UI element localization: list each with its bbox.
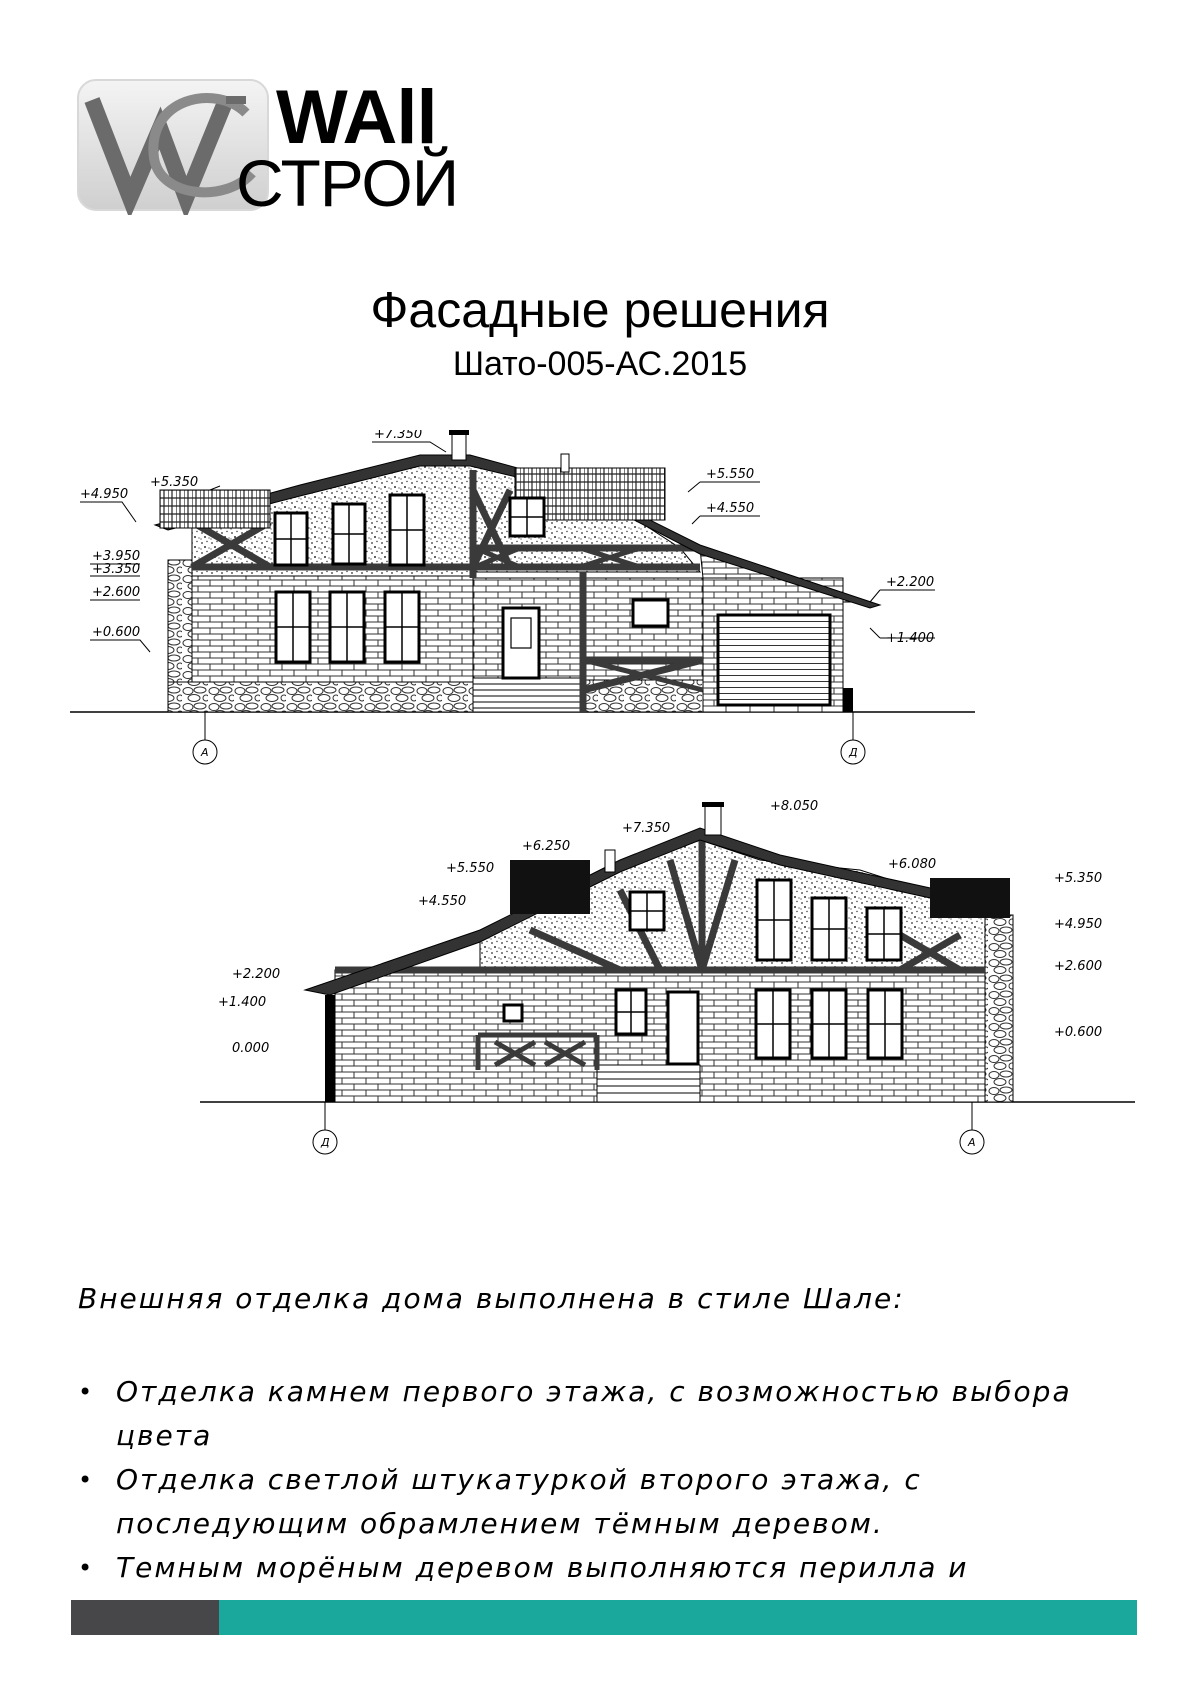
facade-1-elevation-mark: +0.600 — [92, 625, 141, 640]
facade-1-elevation-mark: +5.550 — [706, 467, 755, 482]
facade-2-elevation-mark: +4.550 — [418, 894, 467, 909]
facade-2-elevation-mark: +5.350 — [1054, 871, 1103, 886]
facade-2 — [200, 802, 1135, 1154]
facade-1-elevation-mark: +1.400 — [886, 631, 935, 646]
feature-item: • Отделка камнем первого этажа, с возможностью выбора цвета — [78, 1370, 1138, 1458]
facade-2-elevation-mark: +7.350 — [622, 821, 671, 836]
axis-label: Д — [321, 1136, 330, 1149]
project-code: Шато-005-АС.2015 — [452, 345, 748, 383]
facade-1-elevation-mark: +3.350 — [92, 562, 141, 577]
facade-2-elevation-mark: +1.400 — [218, 995, 267, 1010]
logo-text-wall: WAll — [276, 75, 437, 160]
facade-1-elevation-mark: +7.350 — [374, 430, 423, 442]
facade-2-elevation-mark: +2.600 — [1054, 959, 1103, 974]
company-logo — [76, 75, 476, 228]
feature-item: • Темным морёным деревом выполняются перилла и — [78, 1546, 1138, 1634]
facade-1 — [70, 430, 975, 764]
facade-2-marks — [313, 1102, 984, 1154]
facade-2-elevation-mark: +2.200 — [232, 967, 281, 982]
facade-drawings — [0, 430, 1200, 1270]
facade-2-elevation-mark: +6.250 — [522, 839, 571, 854]
facade-1-elevation-mark: +5.350 — [150, 475, 199, 490]
page-title: Фасадные решения — [370, 282, 830, 338]
footer-bar — [71, 1600, 1137, 1635]
feature-item: • Отделка светлой штукатуркой второго этажа, с последующим обрамлением тёмным деревом. — [78, 1458, 1138, 1546]
facade-1-elevation-mark: +2.600 — [92, 585, 141, 600]
facade-2-elevation-mark: +6.080 — [888, 857, 937, 872]
axis-label: Д — [849, 746, 858, 759]
logo-text-stroy: СТРОЙ — [236, 146, 459, 220]
facade-1-elevation-mark: +3.950 — [92, 549, 141, 564]
axis-label: А — [968, 1136, 976, 1149]
facade-2-elevation-mark: +8.050 — [770, 799, 819, 814]
facade-2-elevation-mark: +4.950 — [1054, 917, 1103, 932]
footer-bar-dark — [71, 1600, 219, 1635]
facade-2-elevation-mark: +5.550 — [446, 861, 495, 876]
features-list — [78, 1370, 1138, 1634]
facade-1-elevation-mark: +4.950 — [80, 487, 129, 502]
facade-2-elevation-mark: 0.000 — [232, 1041, 270, 1056]
facade-2-elevation-mark: +0.600 — [1054, 1025, 1103, 1040]
description-heading: Внешняя отделка дома выполнена в стиле Шале: — [78, 1282, 905, 1315]
facade-1-elevation-mark: +2.200 — [886, 575, 935, 590]
axis-label: А — [201, 746, 209, 759]
facade-1-elevation-mark: +4.550 — [706, 501, 755, 516]
footer-bar-teal — [219, 1600, 1137, 1635]
